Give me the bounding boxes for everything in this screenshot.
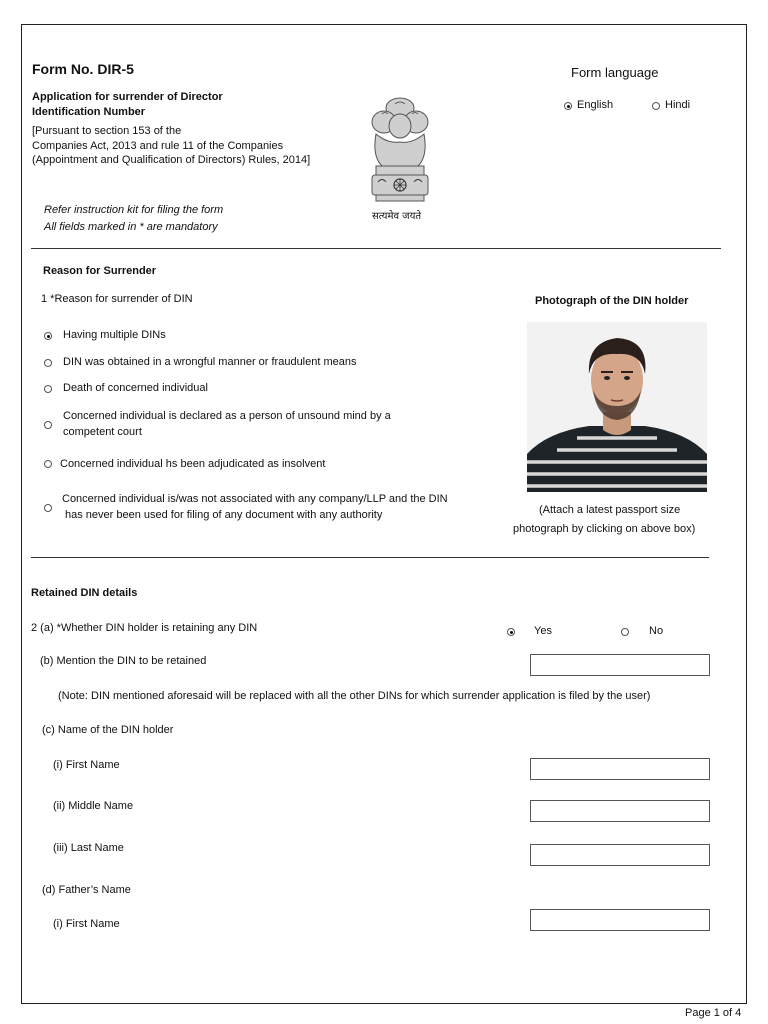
retain-yes-radio[interactable] xyxy=(507,628,515,636)
photo-caption-line2: photograph by clicking on above box) xyxy=(513,523,696,535)
pursuant-line1: [Pursuant to section 153 of the xyxy=(32,125,182,137)
language-english-label: English xyxy=(577,99,614,111)
retain-yes-label: Yes xyxy=(534,625,552,637)
reason-option-label: Concerned individual hs been adjudicated as insolvent xyxy=(60,458,326,470)
father-first-name-label: (i) First Name xyxy=(53,918,120,930)
language-hindi-label: Hindi xyxy=(665,99,691,111)
reason-option-label: Death of concerned individual xyxy=(63,382,208,394)
passport-photo xyxy=(527,322,707,492)
divider xyxy=(31,248,721,249)
first-name-input[interactable] xyxy=(530,758,710,780)
reason-option-label-cont: has never been used for filing of any document with any authority xyxy=(65,509,383,521)
father-first-name-input[interactable] xyxy=(530,909,710,931)
reason-option-radio[interactable] xyxy=(44,385,52,393)
instruction-line2: All fields marked in * are mandatory xyxy=(44,221,218,233)
reason-option-radio[interactable] xyxy=(44,460,52,468)
photo-upload-box[interactable] xyxy=(527,322,707,492)
last-name-label: (iii) Last Name xyxy=(53,842,124,854)
divider xyxy=(31,557,709,558)
page-number: Page 1 of 4 xyxy=(685,1007,742,1019)
din-note: (Note: DIN mentioned aforesaid will be replaced with all the other DINs for which surrender application is filed by the user) xyxy=(58,690,651,702)
reason-section-heading: Reason for Surrender xyxy=(43,265,157,277)
first-name-label: (i) First Name xyxy=(53,759,120,771)
reason-option-radio[interactable] xyxy=(44,332,52,340)
q2a-label: 2 (a) *Whether DIN holder is retaining any DIN xyxy=(31,622,258,634)
reason-option-label-cont: competent court xyxy=(63,426,142,438)
retain-no-radio[interactable] xyxy=(621,628,629,636)
reason-option-label: Concerned individual is declared as a person of unsound mind by a xyxy=(63,410,391,422)
last-name-input[interactable] xyxy=(530,844,710,866)
reason-option-radio[interactable] xyxy=(44,504,52,512)
photo-heading: Photograph of the DIN holder xyxy=(535,295,689,307)
language-hindi-radio[interactable] xyxy=(652,102,660,110)
instruction-line1: Refer instruction kit for filing the form xyxy=(44,204,224,216)
pursuant-line3: (Appointment and Qualification of Directors) Rules, 2014] xyxy=(32,154,311,166)
middle-name-input[interactable] xyxy=(530,800,710,822)
q2c-label: (c) Name of the DIN holder xyxy=(42,724,174,736)
reason-option-radio[interactable] xyxy=(44,359,52,367)
form-subtitle-line2: Identification Number xyxy=(32,106,146,118)
din-to-retain-input[interactable] xyxy=(530,654,710,676)
pursuant-line2: Companies Act, 2013 and rule 11 of the Companies xyxy=(32,140,284,152)
retain-no-label: No xyxy=(649,625,664,637)
q2b-label: (b) Mention the DIN to be retained xyxy=(40,655,207,667)
national-emblem-icon xyxy=(362,94,438,208)
photo-caption-line1: (Attach a latest passport size xyxy=(539,504,681,516)
form-language-heading: Form language xyxy=(571,65,659,80)
emblem-motto: सत्यमेव जयते xyxy=(372,211,422,222)
retained-section-heading: Retained DIN details xyxy=(31,587,138,599)
reason-option-radio[interactable] xyxy=(44,421,52,429)
reason-question: 1 *Reason for surrender of DIN xyxy=(41,293,193,305)
form-number: Form No. DIR-5 xyxy=(32,61,134,77)
reason-option-label: Having multiple DINs xyxy=(63,329,166,341)
form-subtitle-line1: Application for surrender of Director xyxy=(32,91,223,103)
q2d-label: (d) Father’s Name xyxy=(42,884,131,896)
reason-option-label: Concerned individual is/was not associated with any company/LLP and the DIN xyxy=(62,493,448,505)
language-english-radio[interactable] xyxy=(564,102,572,110)
middle-name-label: (ii) Middle Name xyxy=(53,800,134,812)
reason-option-label: DIN was obtained in a wrongful manner or fraudulent means xyxy=(63,356,357,368)
